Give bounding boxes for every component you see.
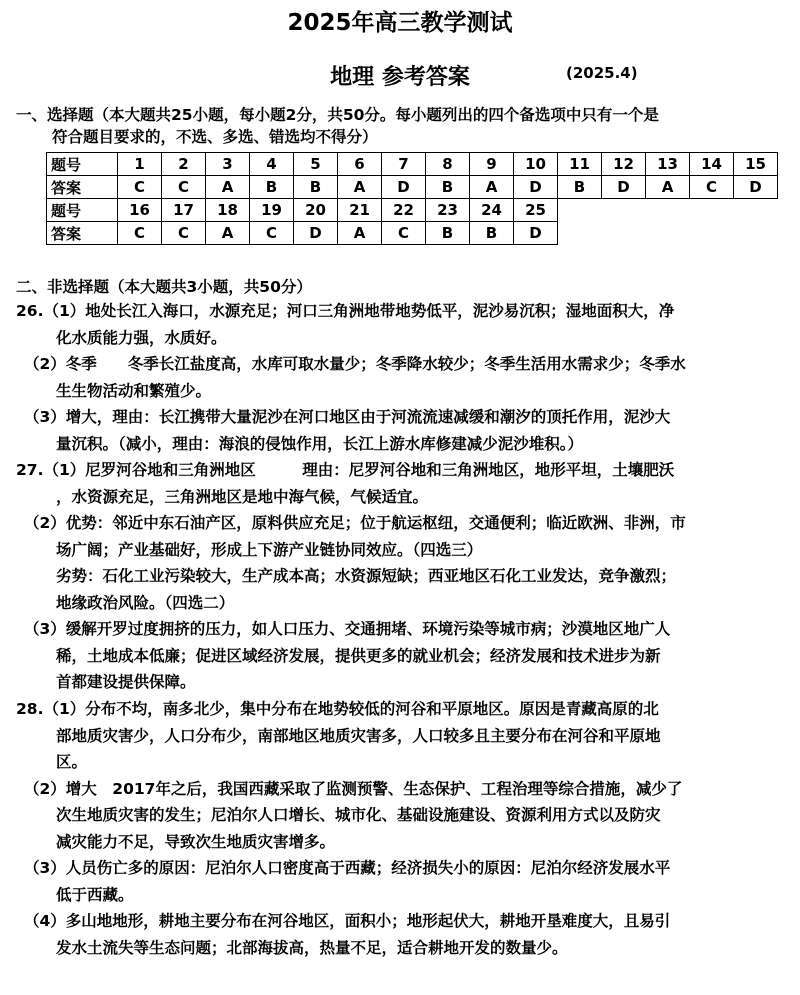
answer-cell: A xyxy=(206,222,250,245)
answer-cell: B xyxy=(426,176,470,199)
question-number-cell: 15 xyxy=(734,153,778,176)
section1-heading-line1: 一、选择题（本大题共25小题，每小题2分，共50分。每小题列出的四个备选项中只有一个是 xyxy=(16,106,659,124)
q27-part3-line1: （3）缓解开罗过度拥挤的压力，如人口压力、交通拥堵、环境污染等城市病；沙漠地区地广人 xyxy=(24,620,671,638)
question-number-cell: 18 xyxy=(206,199,250,222)
question-number-cell: 13 xyxy=(646,153,690,176)
q27-part3-line2: 稀，土地成本低廉；促进区域经济发展，提供更多的就业机会；经济发展和技术进步为新 xyxy=(56,646,661,665)
question-number-cell: 11 xyxy=(558,153,602,176)
row-label-question: 题号 xyxy=(47,153,118,176)
q26-part1-line1: 26.（1）地处长江入海口，水源充足；河口三角洲地带地势低平，泥沙易沉积；湿地面积大，净 xyxy=(16,302,675,320)
q28-part1-line3: 区。 xyxy=(56,753,88,771)
question-number-cell: 12 xyxy=(602,153,646,176)
answer-cell: A xyxy=(338,222,382,245)
question-27 xyxy=(16,457,786,696)
subtitle-text: 地理 参考答案 xyxy=(330,65,470,90)
answer-cell: C xyxy=(250,222,294,245)
row-label-answer: 答案 xyxy=(47,176,118,199)
q26-part2-line2: 生生物活动和繁殖少。 xyxy=(56,381,212,400)
answer-cell: C xyxy=(690,176,734,199)
question-number-cell: 20 xyxy=(294,199,338,222)
question-26 xyxy=(16,298,786,457)
q26-part1-line2: 化水质能力强，水质好。 xyxy=(56,328,227,347)
q28-part3-line1: （3）人员伤亡多的原因：尼泊尔人口密度高于西藏；经济损失小的原因：尼泊尔经济发展水平 xyxy=(24,859,671,877)
question-number-cell: 21 xyxy=(338,199,382,222)
q27-part2-line1: （2）优势：邻近中东石油产区，原料供应充足；位于航运枢纽，交通便利；临近欧洲、非洲，市 xyxy=(24,514,686,532)
answer-cell: B xyxy=(470,222,514,245)
q27-part2-line4: 地缘政治风险。（四选二） xyxy=(56,593,235,612)
answer-cell: D xyxy=(514,176,558,199)
page-title: 2025年高三教学测试 xyxy=(287,10,513,36)
question-number-cell: 1 xyxy=(118,153,162,176)
q28-part2-line3: 减灾能力不足，导致次生地质灾害增多。 xyxy=(56,832,336,851)
table-row-answers-2 xyxy=(47,222,778,245)
question-number-cell: 3 xyxy=(206,153,250,176)
q28-part4-line1: （4）多山地地形，耕地主要分布在河谷地区，面积小；地形起伏大，耕地开垦难度大，且易引 xyxy=(24,912,671,930)
q27-part3-line3: 首都建设提供保障。 xyxy=(56,673,196,691)
question-number-cell: 6 xyxy=(338,153,382,176)
section1-heading xyxy=(16,104,786,148)
page-subtitle xyxy=(0,60,800,91)
question-number-cell: 23 xyxy=(426,199,470,222)
answer-cell: A xyxy=(206,176,250,199)
q28-part1-line2: 部地质灾害少，人口分布少，南部地区地质灾害多，人口较多且主要分布在河谷和平原地 xyxy=(56,726,661,745)
answer-cell: D xyxy=(294,222,338,245)
answer-cell: B xyxy=(294,176,338,199)
section2-heading: 二、非选择题（本大题共3小题，共50分） xyxy=(16,278,312,296)
q28-part2-line2: 次生地质灾害的发生；尼泊尔人口增长、城市化、基础设施建设、资源利用方式以及防灾 xyxy=(56,806,661,824)
answer-cell: C xyxy=(162,176,206,199)
q26-part3-line2: 量沉积。（减小，理由：海浪的侵蚀作用，长江上游水库修建减少泥沙堆积。） xyxy=(56,434,584,453)
question-number-cell: 2 xyxy=(162,153,206,176)
answer-cell: D xyxy=(382,176,426,199)
q27-part1-line1: 27.（1）尼罗河谷地和三角洲地区 理由：尼罗河谷地和三角洲地区，地形平坦，土壤肥沃 xyxy=(16,461,675,479)
answer-table xyxy=(46,152,778,245)
question-number-cell: 4 xyxy=(250,153,294,176)
question-number-cell: 8 xyxy=(426,153,470,176)
question-number-cell: 25 xyxy=(514,199,558,222)
question-number-cell: 14 xyxy=(690,153,734,176)
question-number-cell: 17 xyxy=(162,199,206,222)
question-number-cell: 10 xyxy=(514,153,558,176)
answer-cell: A xyxy=(470,176,514,199)
question-number-cell: 9 xyxy=(470,153,514,176)
answer-cell: B xyxy=(426,222,470,245)
question-number-cell: 22 xyxy=(382,199,426,222)
row-label-question: 题号 xyxy=(47,199,118,222)
answer-cell: C xyxy=(118,222,162,245)
q28-part3-line2: 低于西藏。 xyxy=(56,885,134,904)
section1-heading-line2: 符合题目要求的，不选、多选、错选均不得分） xyxy=(52,128,378,146)
row-label-answer: 答案 xyxy=(47,222,118,245)
answer-cell: B xyxy=(250,176,294,199)
question-number-cell: 24 xyxy=(470,199,514,222)
q28-part4-line2: 发水土流失等生态问题；北部海拔高，热量不足，适合耕地开发的数量少。 xyxy=(56,938,568,957)
table-row-questions-2 xyxy=(47,199,778,222)
question-28 xyxy=(16,696,786,961)
question-number-cell: 19 xyxy=(250,199,294,222)
exam-date: (2025.4) xyxy=(566,64,638,82)
question-number-cell: 5 xyxy=(294,153,338,176)
q27-part1-line2: ，水资源充足，三角洲地区是地中海气候，气候适宜。 xyxy=(56,487,429,506)
table-row-answers-1 xyxy=(47,176,778,199)
q28-part2-line1: （2）增大 2017年之后，我国西藏采取了监测预警、生态保护、工程治理等综合措施，减少了 xyxy=(24,779,683,798)
question-number-cell: 7 xyxy=(382,153,426,176)
answer-cell: D xyxy=(734,176,778,199)
answer-cell: C xyxy=(382,222,426,245)
answer-cell: D xyxy=(602,176,646,199)
answer-cell: D xyxy=(514,222,558,245)
table-row-questions-1 xyxy=(47,153,778,176)
answer-cell: A xyxy=(646,176,690,199)
q27-part2-line3: 劣势：石化工业污染较大，生产成本高；水资源短缺；西亚地区石化工业发达，竞争激烈； xyxy=(56,567,677,585)
q26-part2-line1: （2）冬季 冬季长江盐度高，水库可取水量少；冬季降水较少；冬季生活用水需求少；冬季水 xyxy=(24,355,686,373)
question-number-cell: 16 xyxy=(118,199,162,222)
q27-part2-line2: 场广阔；产业基础好，形成上下游产业链协同效应。（四选三） xyxy=(56,540,483,559)
answer-cell: A xyxy=(338,176,382,199)
q26-part3-line1: （3）增大，理由：长江携带大量泥沙在河口地区由于河流流速减缓和潮汐的顶托作用，泥沙大 xyxy=(24,408,671,426)
answer-cell: C xyxy=(118,176,162,199)
answer-cell: C xyxy=(162,222,206,245)
answer-cell: B xyxy=(558,176,602,199)
q28-part1-line1: 28.（1）分布不均，南多北少，集中分布在地势较低的河谷和平原地区。原因是青藏高原的北 xyxy=(16,700,659,718)
